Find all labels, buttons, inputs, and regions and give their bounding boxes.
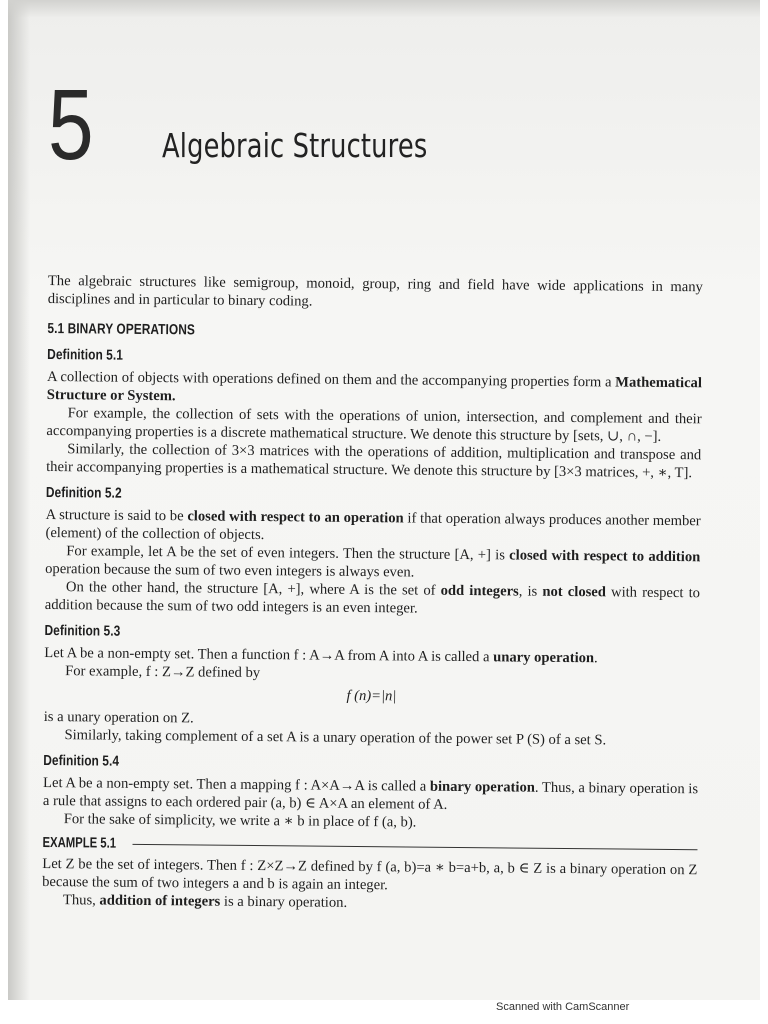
definition-5-3-text: Let A be a non-empty set. Then a function f : A→A from A into A is called a unary operation. [44, 644, 598, 667]
definition-5-1-example: For example, the collection of sets with the operations of union, intersection, and complement and their accompanying properties is a discrete mathematical structure. We denote this structure by [sets, ∪, ∩, −]. [46, 405, 702, 445]
example-5-1-header [42, 834, 697, 858]
definition-5-3-example: For example, f : Z→Z defined by [65, 663, 261, 682]
definition-5-4-text: Let A be a non-empty set. Then a mapping f : A×A→A is called a binary operation. Thus, a binary operation is a rule that assigns to each ordered pair (a, b) ∈ A×A an element of A. [42, 774, 699, 813]
page-shadow-left [8, 0, 30, 1000]
definition-5-3-conclusion: is a unary operation on Z. [43, 708, 194, 727]
definition-5-4-notation: For the sake of simplicity, we write a ∗ b in place of f (a, b). [63, 811, 417, 831]
section-heading: 5.1 BINARY OPERATIONS [47, 320, 196, 339]
definition-5-2-example: For example, let A be the set of even integers. Then the structure [A, +] is closed with respect to addition operation because the sum of two even integers is always even. [45, 543, 701, 581]
example-5-1-conclusion: Thus, addition of integers is a binary operation. [62, 892, 348, 911]
example-divider [133, 843, 698, 849]
definition-5-1-term: Mathematical Structure or System. [46, 374, 703, 405]
definition-5-2-counterexample: On the other hand, the structure [A, +], where A is the set of odd integers, is not closed with respect to addition because the sum of two odd integers is an even integer. [44, 579, 701, 617]
page-shadow-top [8, 0, 760, 18]
definition-5-3-similarly: Similarly, taking complement of a set A is a unary operation of the power set P (S) of a set S. [64, 727, 607, 749]
definition-5-1-heading: Definition 5.1 [47, 346, 124, 364]
definition-5-1-similarly: Similarly, the collection of 3×3 matrices with the operations of addition, multiplication and transpose and their accompanying properties is a mathematical structure. We denote this structure by [3×3 matrices, +, ∗, T]. [46, 441, 702, 482]
chapter-title: Algebraic Structures [162, 126, 428, 165]
definition-5-1-text: A collection of objects with operations defined on them and the accompanying properties form a Mathematical Structure or System. [46, 368, 703, 405]
definition-5-2-text: A structure is said to be closed with respect to an operation if that operation always produces another member (element) of the collection of objects. [45, 506, 701, 544]
absolute-value-formula: f (n)=|n| [346, 687, 397, 705]
intro-paragraph: The algebraic structures like semigroup, monoid, group, ring and field have wide applications in many disciplines and in particular to binary coding. [47, 272, 703, 310]
definition-5-3-heading: Definition 5.3 [44, 622, 121, 640]
chapter-content [42, 272, 703, 915]
example-5-1-label: EXAMPLE 5.1 [42, 834, 117, 852]
scanned-page [8, 0, 760, 1000]
definition-5-4-heading: Definition 5.4 [43, 752, 120, 770]
definition-5-2-heading: Definition 5.2 [45, 484, 122, 502]
chapter-number: 5 [48, 69, 94, 181]
example-5-1-text: Let Z be the set of integers. Then f : Z×Z→Z defined by f (a, b)=a ∗ b=a+b, a, b ∈ Z is a binary operation on Z because the sum of two integers a and b is again an integer. [42, 855, 698, 894]
scanner-watermark: Scanned with CamScanner [496, 1001, 630, 1013]
